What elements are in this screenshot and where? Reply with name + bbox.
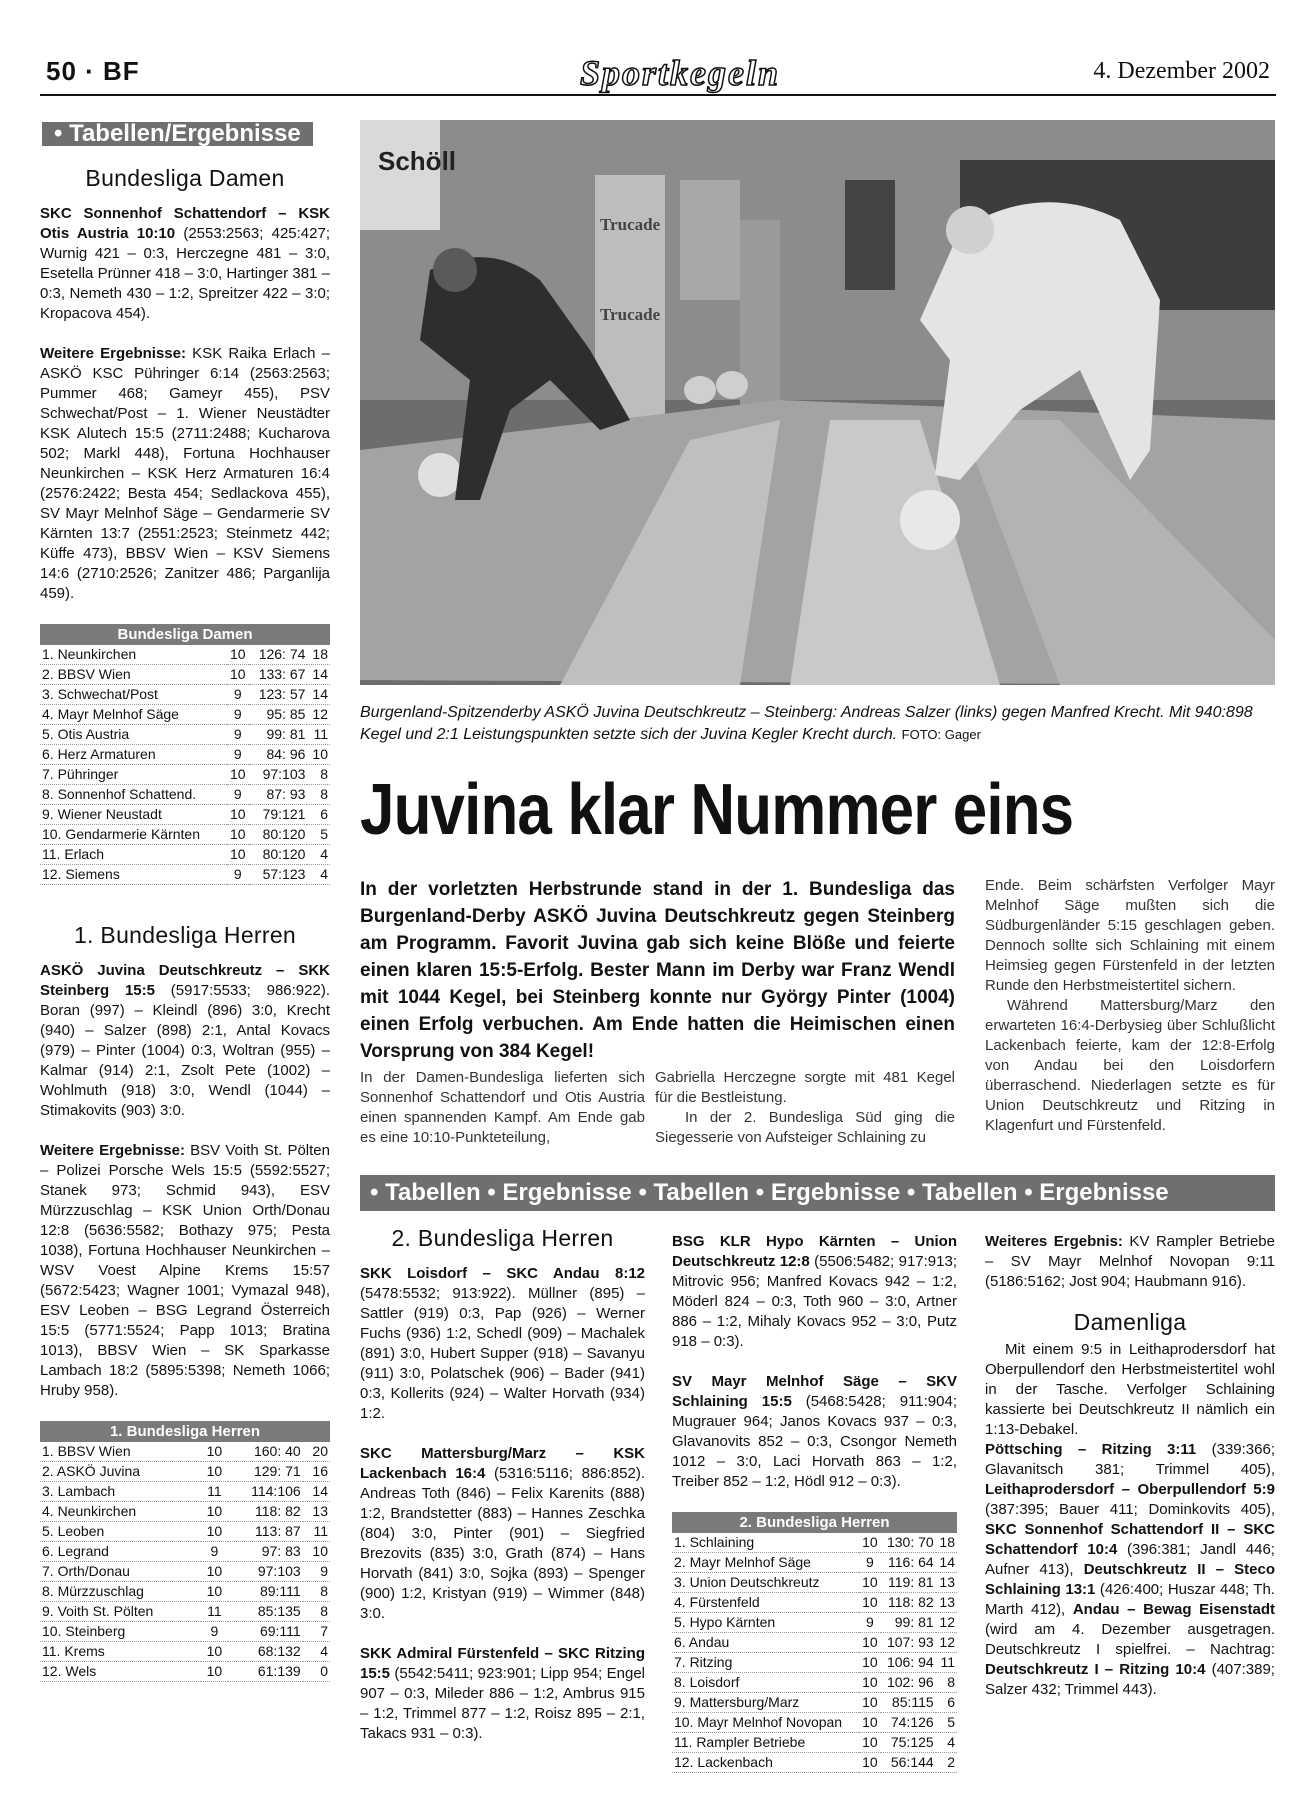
games-cell: 9 bbox=[233, 686, 242, 702]
damen-standings-table bbox=[40, 624, 330, 885]
points-diff-cell: 97:103 bbox=[262, 766, 306, 782]
team-cell: 6. Legrand bbox=[42, 1543, 109, 1559]
points-diff-cell: 113: 87 bbox=[255, 1523, 301, 1539]
team-cell: 2. ASKÖ Juvina bbox=[42, 1463, 141, 1479]
table-row bbox=[40, 665, 330, 685]
table-row bbox=[672, 1633, 957, 1653]
team-cell: 4. Fürstenfeld bbox=[674, 1594, 760, 1610]
team-cell: 4. Mayr Melnhof Säge bbox=[42, 706, 179, 722]
team-cell: 6. Herz Armaturen bbox=[42, 746, 156, 762]
games-cell: 10 bbox=[229, 666, 246, 682]
table-row bbox=[672, 1753, 957, 1773]
team-cell: 5. Hypo Kärnten bbox=[674, 1614, 776, 1630]
match-report: SKK Admiral Fürstenfeld – SKC Ritzing 15:5 (5542:5411; 923:901; Lipp 954; Engel 907 – 0:3, Mileder 886 – 1:2, Ambrus 915 – 1:2, Trimmel 877 – 1:2, Roisz 895 – 2:1, Takacs 931 – 0:3). bbox=[360, 1645, 645, 1742]
points-cell: 14 bbox=[939, 1554, 955, 1570]
points-diff-cell: 119: 81 bbox=[888, 1574, 934, 1590]
points-diff-cell: 126: 74 bbox=[258, 646, 306, 662]
points-cell: 4 bbox=[320, 846, 328, 862]
points-diff-cell: 56:144 bbox=[890, 1754, 934, 1770]
games-cell: 10 bbox=[229, 766, 246, 782]
team-cell: 9. Mattersburg/Marz bbox=[674, 1694, 800, 1710]
points-diff-cell: 80:120 bbox=[262, 826, 306, 842]
games-cell: 10 bbox=[206, 1583, 223, 1599]
table-row bbox=[40, 1642, 330, 1662]
games-cell: 11 bbox=[207, 1483, 222, 1499]
table-row bbox=[40, 1442, 330, 1462]
match-report: BSG KLR Hypo Kärnten – Union Deutschkreutz 12:8 (5506:5482; 917:913; Mitrovic 956; Manfred Kovacs 942 – 1:2, Möderl 824 – 0:3, Toth 960 – 3:0, Artner 886 – 1:2, Mihaly Kovacs 952 – 3:0, Putz 918 – 0:3). bbox=[672, 1233, 957, 1350]
table-row bbox=[40, 865, 330, 885]
points-cell: 4 bbox=[320, 1643, 328, 1659]
points-diff-cell: 107: 93 bbox=[886, 1634, 934, 1650]
issue-date: 4. Dezember 2002 bbox=[1093, 58, 1270, 84]
team-cell: 12. Lackenbach bbox=[674, 1754, 773, 1770]
table-row bbox=[40, 1482, 330, 1502]
table-row bbox=[672, 1733, 957, 1753]
body-paragraph: In der 2. Bundesliga Süd ging die Siegesserie von Aufsteiger Schlaining zu bbox=[655, 1109, 955, 1146]
body-paragraph: In der Damen-Bundesliga lieferten sich Sonnenhof Schattendorf und Otis Austria einen spannenden Kampf. Am Ende gab es eine 10:10-Punkteteilung, bbox=[360, 1069, 645, 1146]
points-cell: 8 bbox=[320, 766, 328, 782]
points-diff-cell: 123: 57 bbox=[258, 686, 306, 702]
herren1-more-results: Weitere Ergebnisse: BSV Voith St. Pölten – Polizei Porsche Wels 15:5 (5592:5527; Stanek 973; Schmid 943), ESV Mürzzuschlag – KSK Union Orth/Donau 12:8 (5636:5582; Bothazy 975; Pesta 1038), Fortuna Hochhauser Neunkirchen – WSV Voest Alpine Krems 15:57 (5672:5423; Wagner 1001; Vymazal 948), ESV Leoben – BSG Legrand Österreich 15:5 (5771:5524; Papp 1013; Bratina 1013), BBSV Wien – SK Sparkasse Lambach 18:2 (5895:5398; Nemeth 1066; Hruby 958). bbox=[40, 1142, 330, 1399]
match-report: SV Mayr Melnhof Säge – SKV Schlaining 15:5 (5468:5428; 911:904; Mugrauer 964; Janos Kovacs 937 – 0:3, Glavanovits 852 – 0:3, Csongor Nemeth 1012 – 3:0, Laci Horvath 863 – 1:2, Treiber 852 – 1:2, Hödl 912 – 0:3). bbox=[672, 1373, 957, 1490]
points-diff-cell: 102: 96 bbox=[886, 1674, 934, 1690]
points-cell: 11 bbox=[313, 726, 328, 742]
damenliga-heading: Damenliga bbox=[1073, 1309, 1187, 1335]
table-title: Bundesliga Damen bbox=[40, 624, 330, 645]
points-cell: 13 bbox=[312, 1503, 328, 1519]
bowling-scene-image bbox=[360, 120, 1275, 685]
points-cell: 5 bbox=[947, 1714, 955, 1730]
points-cell: 8 bbox=[320, 1603, 328, 1619]
headline: Juvina klar Nummer eins bbox=[360, 770, 1074, 850]
damenliga-intro: Mit einem 9:5 in Leithaprodersdorf hat Oberpullendorf den Herbstmeistertitel wohl in der Tasche. Verfolger Schlaining kassierte bei Deutschkreutz II nämlich ein 1:13-Debakel. bbox=[985, 1341, 1275, 1438]
points-cell: 4 bbox=[947, 1734, 955, 1750]
games-cell: 9 bbox=[233, 726, 242, 742]
page-header bbox=[40, 52, 1276, 96]
points-cell: 7 bbox=[320, 1623, 328, 1639]
herren2-heading: 2. Bundesliga Herren bbox=[391, 1225, 614, 1251]
team-cell: 1. BBSV Wien bbox=[42, 1443, 131, 1459]
points-cell: 5 bbox=[320, 826, 328, 842]
herren2-col-2 bbox=[672, 1232, 957, 1773]
games-cell: 10 bbox=[229, 806, 246, 822]
body-col-3 bbox=[985, 876, 1275, 1156]
table-row bbox=[40, 1602, 330, 1622]
team-cell: 12. Siemens bbox=[42, 866, 120, 882]
photo-credit: FOTO: Gager bbox=[901, 727, 981, 742]
table-row bbox=[672, 1713, 957, 1733]
team-cell: 3. Schwechat/Post bbox=[42, 686, 158, 702]
games-cell: 10 bbox=[862, 1534, 878, 1550]
table-row bbox=[40, 645, 330, 665]
match-report: SKK Loisdorf – SKC Andau 8:12 (5478:5532; 913:922). Müllner (895) – Sattler (919) 0:3, Pap (926) – Werner Fuchs (936) 1:2, Schedl (909) – Machalek (891) 3:0, Hubert Supper (918) – Savanyu (911) 3:0, Polatschek (906) – Bader (941) 0:3, Kollerits (924) – Walter Horvath (934) 1:2. bbox=[360, 1265, 645, 1422]
points-cell: 6 bbox=[947, 1694, 955, 1710]
table-row bbox=[672, 1593, 957, 1613]
points-diff-cell: 80:120 bbox=[262, 846, 306, 862]
table-row bbox=[672, 1673, 957, 1693]
team-cell: 4. Neunkirchen bbox=[42, 1503, 137, 1519]
games-cell: 10 bbox=[862, 1714, 878, 1730]
points-cell: 6 bbox=[320, 806, 328, 822]
table-row bbox=[672, 1533, 957, 1553]
table-row bbox=[40, 1522, 330, 1542]
table-row bbox=[40, 845, 330, 865]
points-diff-cell: 118: 82 bbox=[255, 1503, 301, 1519]
team-cell: 8. Sonnenhof Schattend. bbox=[42, 786, 197, 802]
games-cell: 10 bbox=[862, 1754, 878, 1770]
games-cell: 9 bbox=[233, 706, 242, 722]
team-cell: 7. Ritzing bbox=[674, 1654, 733, 1670]
games-cell: 10 bbox=[862, 1674, 878, 1690]
games-cell: 10 bbox=[206, 1643, 223, 1659]
herren2-standings-table bbox=[672, 1512, 957, 1773]
left-column bbox=[40, 122, 330, 1682]
section-pill: • Tabellen/Ergebnisse bbox=[42, 122, 313, 146]
herren1-heading: 1. Bundesliga Herren bbox=[73, 922, 297, 948]
games-cell: 9 bbox=[865, 1554, 874, 1570]
points-diff-cell: 84: 96 bbox=[266, 746, 306, 762]
games-cell: 10 bbox=[229, 826, 246, 842]
games-cell: 9 bbox=[233, 866, 242, 882]
team-cell: 3. Union Deutschkreutz bbox=[674, 1574, 820, 1590]
points-cell: 10 bbox=[312, 1543, 328, 1559]
team-cell: 1. Neunkirchen bbox=[42, 646, 137, 662]
points-diff-cell: 99: 81 bbox=[894, 1614, 934, 1630]
team-cell: 6. Andau bbox=[674, 1634, 730, 1650]
points-diff-cell: 89:111 bbox=[259, 1583, 301, 1599]
lead-paragraph: In der vorletzten Herbstrunde stand in der 1. Bundesliga das Burgenland-Derby ASKÖ Juvina Deutschkreutz gegen Steinberg am Programm. Favorit Juvina gab sich keine Blöße und feierte einen klaren 15:5-Erfolg. Bester Mann im Derby war Franz Wendl mit 1044 Kegel, bei Steinberg konnte nur György Pinter (1004) einen Erfolg verbuchen. Am Ende hatten die Heimischen einen Vorsprung von 384 Kegel! bbox=[360, 879, 955, 1062]
games-cell: 10 bbox=[206, 1443, 223, 1459]
match-report: SKC Mattersburg/Marz – KSK Lackenbach 16:4 (5316:5116; 886:852). Andreas Toth (846) – Felix Karenits (888) 1:2, Brandstetter (883) – Hannes Zeschka (804) 3:0, Pinter (901) – Siegfried Brezovits (835) 3:0, Grath (874) – Hans Horvath (841) 3:0, Sojka (893) – Spenger (900) 1:2, Kristyan (919) – Wimmer (848) 3:0. bbox=[360, 1445, 645, 1622]
team-cell: 11. Krems bbox=[42, 1643, 105, 1659]
body-paragraph: Gabriella Herczegne sorgte mit 481 Kegel für die Bestleistung. bbox=[655, 1069, 955, 1106]
table-row bbox=[40, 725, 330, 745]
games-cell: 9 bbox=[233, 746, 242, 762]
points-cell: 13 bbox=[939, 1574, 955, 1590]
points-cell: 12 bbox=[312, 706, 328, 722]
team-cell: 9. Wiener Neustadt bbox=[42, 806, 162, 822]
points-diff-cell: 106: 94 bbox=[886, 1654, 934, 1670]
points-cell: 2 bbox=[947, 1754, 955, 1770]
points-diff-cell: 57:123 bbox=[262, 866, 306, 882]
herren2-col-1 bbox=[360, 1225, 645, 1764]
points-diff-cell: 99: 81 bbox=[266, 726, 306, 742]
points-cell: 14 bbox=[312, 1483, 328, 1499]
points-diff-cell: 118: 82 bbox=[888, 1594, 934, 1610]
team-cell: 10. Mayr Melnhof Novopan bbox=[674, 1714, 843, 1730]
points-diff-cell: 133: 67 bbox=[258, 666, 306, 682]
points-diff-cell: 116: 64 bbox=[888, 1554, 934, 1570]
points-diff-cell: 85:115 bbox=[891, 1694, 934, 1710]
games-cell: 10 bbox=[206, 1503, 223, 1519]
points-diff-cell: 129: 71 bbox=[253, 1463, 301, 1479]
table-row bbox=[40, 1542, 330, 1562]
table-row bbox=[672, 1653, 957, 1673]
games-cell: 10 bbox=[229, 846, 246, 862]
sign-trucade-2: Trucade bbox=[600, 305, 661, 324]
team-cell: 10. Gendarmerie Kärnten bbox=[42, 826, 200, 842]
body-col-2 bbox=[655, 1068, 955, 1168]
table-row bbox=[40, 705, 330, 725]
herren1-match-report: ASKÖ Juvina Deutschkreutz – SKK Steinberg 15:5 (5917:5533; 986:922). Boran (997) – Kleindl (896) 3:0, Krecht (940) – Salzer (898) 2:1, Antal Kovacs (979) – Pinter (1004) 0:3, Woltran (955) – Kalmar (914) 2:1, Zsolt Pete (1002) – Wohlmuth (918) 3:0, Wendl (1044) – Stimakovits (903) 3:0. bbox=[40, 962, 330, 1119]
team-cell: 2. BBSV Wien bbox=[42, 666, 131, 682]
points-cell: 18 bbox=[312, 646, 328, 662]
page-number: 50 · BF bbox=[46, 56, 140, 86]
bowling-photo bbox=[360, 120, 1275, 685]
herren1-standings-table bbox=[40, 1421, 330, 1682]
body-paragraph: Während Mattersburg/Marz den erwarteten 16:4-Derbysieg über Schlußlicht Lackenbach feierte, kam der 12:8-Erfolg von Andau bei den Loisdorfern überraschend. Niederlagen setzte es für Union Deutschkreutz und Ritzing in Klagenfurt und Fürstenfeld. bbox=[985, 997, 1275, 1134]
games-cell: 9 bbox=[210, 1543, 219, 1559]
team-cell: 8. Loisdorf bbox=[674, 1674, 740, 1690]
points-cell: 9 bbox=[320, 1563, 328, 1579]
sign-schoell: Schöll bbox=[378, 146, 457, 176]
points-diff-cell: 97: 83 bbox=[261, 1543, 301, 1559]
table-row bbox=[40, 825, 330, 845]
team-cell: 3. Lambach bbox=[42, 1483, 116, 1499]
table-row bbox=[672, 1613, 957, 1633]
games-cell: 10 bbox=[862, 1734, 878, 1750]
points-cell: 14 bbox=[312, 686, 328, 702]
points-diff-cell: 75:125 bbox=[890, 1734, 934, 1750]
points-diff-cell: 87: 93 bbox=[266, 786, 306, 802]
table-title: 1. Bundesliga Herren bbox=[40, 1421, 330, 1442]
sign-trucade-1: Trucade bbox=[600, 215, 661, 234]
team-cell: 2. Mayr Melnhof Säge bbox=[674, 1554, 811, 1570]
games-cell: 9 bbox=[865, 1614, 874, 1630]
games-cell: 11 bbox=[207, 1603, 222, 1619]
caption-text: Burgenland-Spitzenderby ASKÖ Juvina Deutschkreutz – Steinberg: Andreas Salzer (links) gegen Manfred Krecht. Mit 940:898 Kegel und 2:1 Leistungspunkten setzte sich der Juvina Kegler Krecht durch. bbox=[360, 704, 1253, 743]
table-row bbox=[40, 1502, 330, 1522]
points-diff-cell: 130: 70 bbox=[886, 1534, 934, 1550]
table-row bbox=[40, 785, 330, 805]
points-cell: 13 bbox=[939, 1594, 955, 1610]
photo-caption bbox=[360, 702, 1275, 746]
herren2-col-3 bbox=[985, 1232, 1275, 1720]
points-diff-cell: 61:139 bbox=[257, 1663, 301, 1679]
table-row bbox=[672, 1553, 957, 1573]
points-diff-cell: 160: 40 bbox=[253, 1443, 301, 1459]
body-col-1 bbox=[360, 1068, 645, 1168]
damen-heading: Bundesliga Damen bbox=[85, 165, 285, 191]
team-cell: 5. Leoben bbox=[42, 1523, 105, 1539]
points-cell: 10 bbox=[312, 746, 328, 762]
table-row bbox=[40, 745, 330, 765]
table-row bbox=[40, 1622, 330, 1642]
team-cell: 8. Mürzzuschlag bbox=[42, 1583, 144, 1599]
team-cell: 1. Schlaining bbox=[674, 1534, 755, 1550]
games-cell: 10 bbox=[206, 1563, 223, 1579]
table-row bbox=[40, 1562, 330, 1582]
points-diff-cell: 68:132 bbox=[257, 1643, 301, 1659]
table-row bbox=[40, 685, 330, 705]
other-result: Weiteres Ergebnis: KV Rampler Betriebe – SV Mayr Melnhof Novopan 9:11 (5186:5162; Jost 904; Haubmann 916). bbox=[985, 1233, 1275, 1290]
team-cell: 12. Wels bbox=[42, 1663, 97, 1679]
damen-more-results: Weitere Ergebnisse: KSK Raika Erlach – ASKÖ KSC Pühringer 6:14 (2563:2563; Pummer 468; Gameyr 455), PSV Schwechat/Post – 1. Wiener Neustädter KSK Alutech 15:5 (2711:2488; Kucharova 502; Markl 448), Fortuna Hochhauser Neunkirchen – KSK Herz Armaturen 16:4 (2576:2422; Besta 454; Sedlackova 455), SV Mayr Melnhof Säge – Gendarmerie SV Kärnten 13:7 (2551:2523; Steinmetz 442; Küffe 473), BBSV Wien – KSV Siemens 14:6 (2710:2526; Zanitzer 486; Parganlija 459). bbox=[40, 345, 330, 602]
games-cell: 10 bbox=[862, 1694, 878, 1710]
table-row bbox=[40, 1462, 330, 1482]
body-paragraph: Ende. Beim schärfsten Verfolger Mayr Melnhof Säge mußten sich die Südburgenländer 5:15 geschlagen geben. Dennoch sollte sich Schlaining mit einem Heimsieg gegen Fürstenfeld in der letzten Runde den Herbstmeistertitel sichern. bbox=[985, 877, 1275, 994]
points-diff-cell: 97:103 bbox=[257, 1563, 301, 1579]
table-row bbox=[672, 1693, 957, 1713]
games-cell: 9 bbox=[210, 1623, 219, 1639]
team-cell: 11. Rampler Betriebe bbox=[674, 1734, 806, 1750]
games-cell: 10 bbox=[206, 1523, 223, 1539]
team-cell: 11. Erlach bbox=[42, 846, 104, 862]
points-diff-cell: 95: 85 bbox=[266, 706, 306, 722]
points-cell: 11 bbox=[940, 1654, 955, 1670]
games-cell: 10 bbox=[862, 1574, 878, 1590]
games-cell: 10 bbox=[862, 1654, 878, 1670]
points-diff-cell: 85:135 bbox=[257, 1603, 301, 1619]
games-cell: 10 bbox=[862, 1594, 878, 1610]
results-banner: • Tabellen • Ergebnisse • Tabellen • Ergebnisse • Tabellen • Ergebnisse bbox=[360, 1175, 1275, 1211]
team-cell: 5. Otis Austria bbox=[42, 726, 130, 742]
games-cell: 9 bbox=[233, 786, 242, 802]
points-cell: 14 bbox=[312, 666, 328, 682]
table-row bbox=[672, 1573, 957, 1593]
points-cell: 12 bbox=[939, 1634, 955, 1650]
table-title: 2. Bundesliga Herren bbox=[672, 1512, 957, 1533]
team-cell: 7. Pühringer bbox=[42, 766, 119, 782]
table-row bbox=[40, 805, 330, 825]
team-cell: 10. Steinberg bbox=[42, 1623, 126, 1639]
damenliga-results: Pöttsching – Ritzing 3:11 (339:366; Glavanitsch 381; Trimmel 405), Leithaprodersdorf – Oberpullendorf 5:9 (387:395; Bauer 411; Dominkovits 405), SKC Sonnenhof Schattendorf II – SKC Schattendorf 10:4 (396:381; Jandl 446; Aufner 413), Deutschkreutz II – Steco Schlaining 13:1 (426:400; Huszar 448; Th. Marth 412), Andau – Bewag Eisenstadt (wird am 4. Dezember ausgetragen. Deutschkreutz I spielfrei. – Nachtrag: Deutschkreutz I – Ritzing 10:4 (407:389; Salzer 432; Trimmel 443). bbox=[985, 1441, 1276, 1698]
team-cell: 9. Voith St. Pölten bbox=[42, 1603, 154, 1619]
table-row bbox=[40, 1662, 330, 1682]
damen-match-report: SKC Sonnenhof Schattendorf – KSK Otis Austria 10:10 (2553:2563; 425:427; Wurnig 421 – 0:3, Herczegne 481 – 3:0, Esetella Prünner 418 – 3:0, Hartinger 381 – 0:3, Nemeth 430 – 1:2, Spreitzer 422 – 3:0; Kropacova 454). bbox=[40, 205, 331, 322]
points-diff-cell: 79:121 bbox=[262, 806, 306, 822]
points-cell: 12 bbox=[939, 1614, 955, 1630]
points-cell: 11 bbox=[313, 1523, 328, 1539]
table-row bbox=[40, 1582, 330, 1602]
games-cell: 10 bbox=[229, 646, 246, 662]
points-cell: 18 bbox=[939, 1534, 955, 1550]
games-cell: 10 bbox=[862, 1634, 878, 1650]
points-cell: 4 bbox=[320, 866, 328, 882]
team-cell: 7. Orth/Donau bbox=[42, 1563, 130, 1579]
games-cell: 10 bbox=[206, 1663, 223, 1679]
points-cell: 20 bbox=[312, 1443, 328, 1459]
points-cell: 8 bbox=[320, 786, 328, 802]
points-diff-cell: 74:126 bbox=[890, 1714, 934, 1730]
table-row bbox=[40, 765, 330, 785]
games-cell: 10 bbox=[206, 1463, 223, 1479]
points-cell: 8 bbox=[320, 1583, 328, 1599]
points-cell: 0 bbox=[320, 1663, 328, 1679]
points-cell: 16 bbox=[312, 1463, 328, 1479]
section-title: Sportkegeln bbox=[580, 53, 781, 93]
points-diff-cell: 69:111 bbox=[259, 1623, 301, 1639]
points-diff-cell: 114:106 bbox=[251, 1483, 301, 1499]
points-cell: 8 bbox=[947, 1674, 955, 1690]
